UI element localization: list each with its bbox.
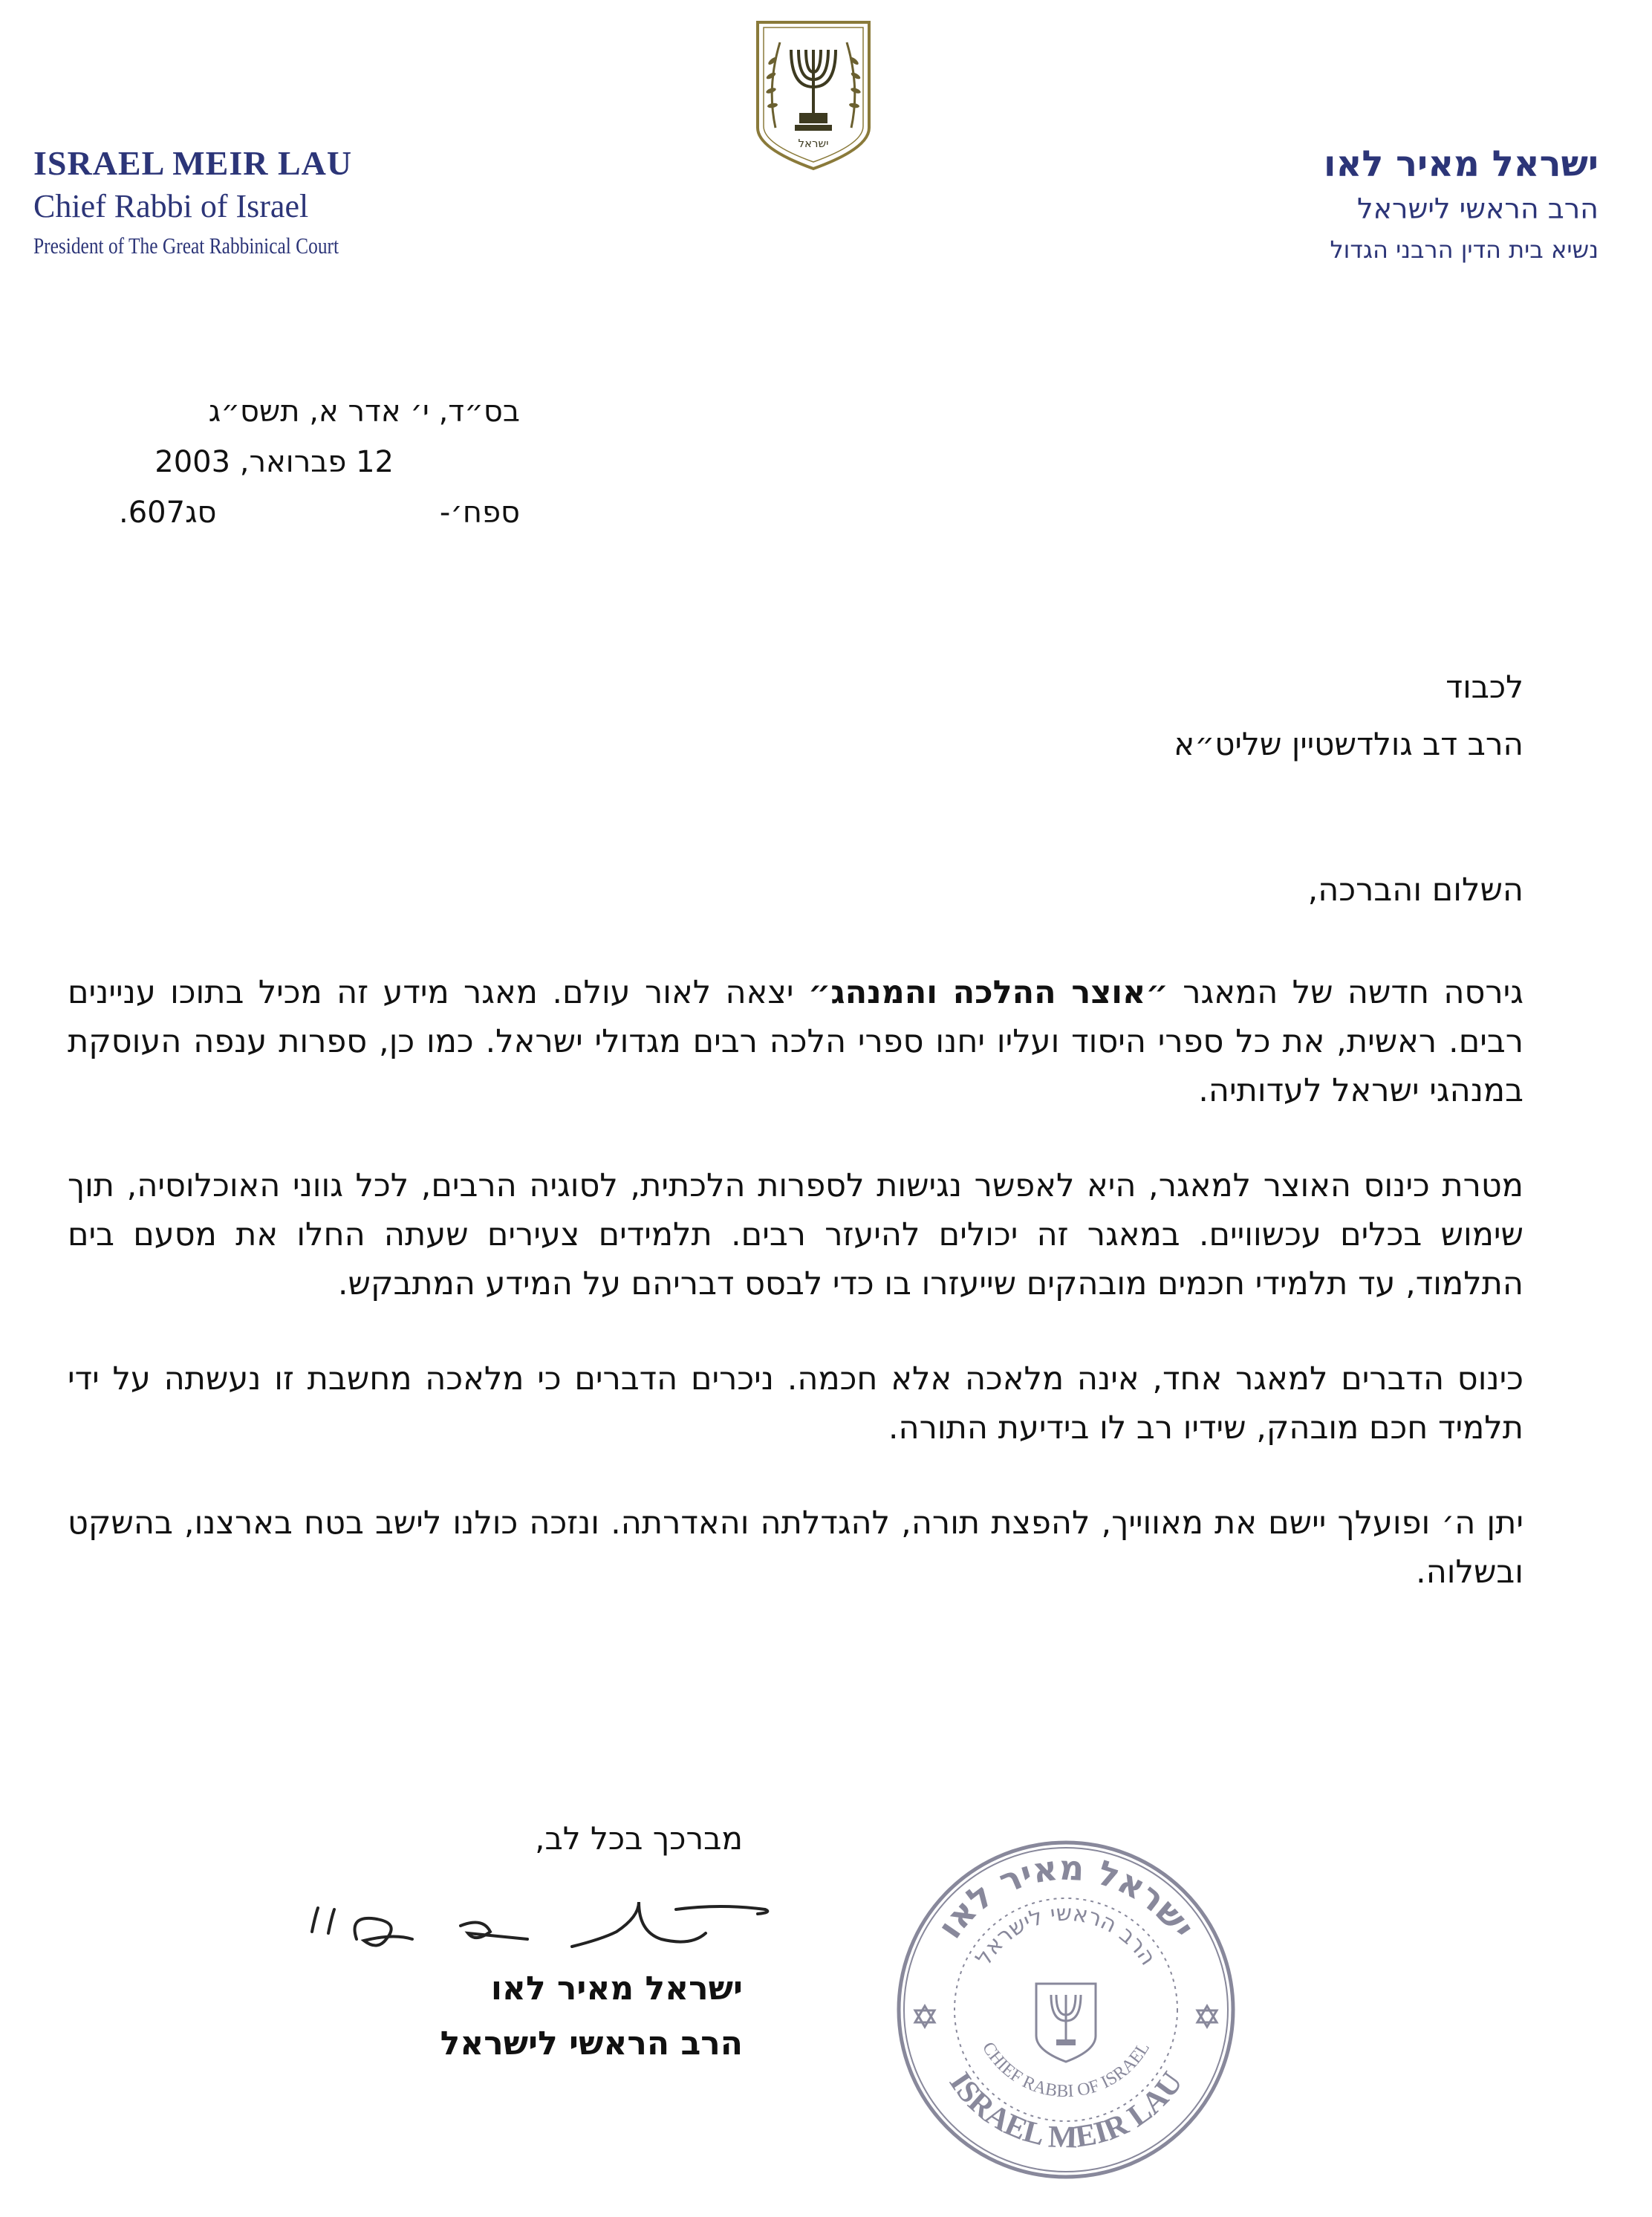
closing-line: מברכך בכל לב, bbox=[535, 1820, 743, 1857]
stamp-inner-hebrew: הרב הראשי לישראל bbox=[970, 1900, 1162, 1970]
stamp-outer-hebrew: ישראל מאיר לאו bbox=[929, 1847, 1203, 1946]
star-of-david-icon bbox=[915, 2006, 934, 2027]
greeting: השלום והברכה, bbox=[1307, 871, 1523, 909]
reference-line bbox=[104, 487, 520, 538]
official-rubber-stamp bbox=[891, 1835, 1240, 2184]
addressee-name: הרב דב גולדשטיין שליט״א bbox=[1174, 726, 1523, 762]
letterhead-hebrew bbox=[1004, 141, 1599, 269]
letterhead-english bbox=[33, 143, 553, 263]
addressee bbox=[484, 658, 1523, 773]
signatory bbox=[312, 1961, 743, 2071]
star-of-david-icon bbox=[1197, 2006, 1217, 2027]
paragraph-3: כינוס הדברים למאגר אחד, אינה מלאכה אלא חכמה. ניכרים הדברים כי מלאכה מחשבת זו נעשתה על ידי תלמיד חכם מובהק, שידיו רב לו בידיעת התורה. bbox=[68, 1360, 1523, 1447]
letter-body bbox=[68, 866, 1523, 1643]
stamp-outer-english: ISRAEL MEIR LAU bbox=[942, 2065, 1190, 2155]
letterhead-english-position: President of The Great Rabbinical Court bbox=[33, 233, 339, 259]
addressee-salutation: לכבוד bbox=[1446, 669, 1523, 705]
reference-label: ספח׳- bbox=[439, 496, 520, 530]
gregorian-date: 12 פברואר, 2003 bbox=[155, 445, 394, 479]
paragraph-2: מטרת כינוס האוצר למאגר, היא לאפשר נגישות לספרות הלכתית, לסוגיה הרבים, לכל גווני האוכלוסיה, תוך שימוש בכלים עכשוויים. במאגר זה יכולים להיעזר רבים. תלמידים צעירים שעתה החלו את מסעם בים התלמוד, עד תלמידי חכמים מובהקים שייעזרו בו כדי לבסס דבריהם על המידע המתבקש. bbox=[68, 1167, 1523, 1302]
letterhead-english-name: ISRAEL MEIR LAU bbox=[33, 144, 353, 182]
paragraph-1 bbox=[68, 968, 1523, 1115]
paragraph-1-start: גירסה חדשה של המאגר bbox=[1168, 974, 1524, 1011]
signatory-name: ישראל מאיר לאו bbox=[490, 1970, 743, 2007]
handwritten-signature bbox=[290, 1887, 795, 1969]
paragraph-4: יתן ה׳ ופועלך יישם את מאווייך, להפצת תורה, להגדלתה והאדרתה. ונזכה כולנו לישב בטח בארצנו, בהשקט ובשלוה. bbox=[68, 1504, 1523, 1591]
date-block bbox=[104, 386, 520, 538]
paragraph-1-end: יצאה לאור עולם. מאגר מידע זה מכיל בתוכו עניינים רבים. ראשית, את כל ספרי היסוד ועליו יחנו ספרי הלכה רבים מגדולי ישראל. כמו כן, ספרות ענפה העוסקת במנהגי ישראל לעדותיה. bbox=[68, 974, 1523, 1109]
emblem-caption: ישראל bbox=[798, 137, 829, 150]
menorah-emblem-icon bbox=[750, 16, 877, 172]
reference-number: .607סג bbox=[119, 496, 217, 530]
stamp-inner-english: CHIEF RABBI OF ISRAEL bbox=[978, 2039, 1154, 2102]
letterhead-hebrew-position: נשיא בית הדין הרבני הגדול bbox=[1330, 236, 1599, 264]
stamp-emblem-icon bbox=[1036, 1984, 1096, 2062]
hebrew-date: בס״ד, י׳ אדר א, תשס״ג bbox=[208, 395, 520, 429]
letterhead-hebrew-title: הרב הראשי לישראל bbox=[1357, 192, 1599, 225]
signatory-title: הרב הראשי לישראל bbox=[440, 2025, 743, 2062]
letterhead-english-title: Chief Rabbi of Israel bbox=[33, 188, 309, 224]
letterhead-hebrew-name: ישראל מאיר לאו bbox=[1323, 143, 1599, 185]
database-title: ״אוצר ההלכה והמנהג״ bbox=[807, 974, 1168, 1011]
